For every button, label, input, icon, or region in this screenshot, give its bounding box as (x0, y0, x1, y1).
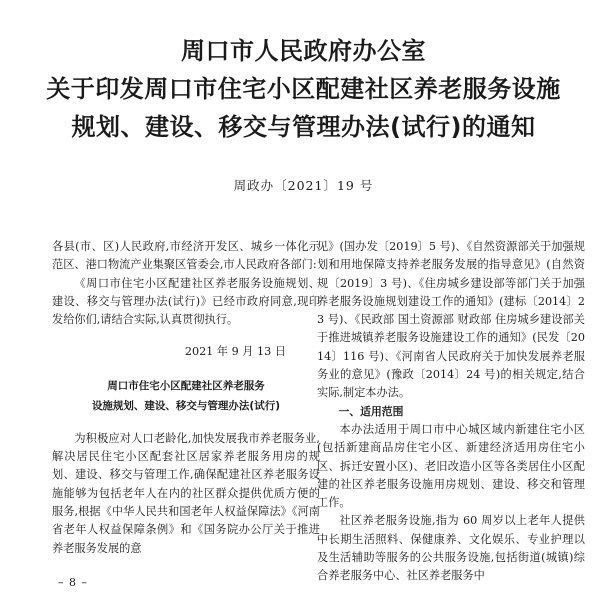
document-title (0, 32, 607, 146)
title-line-1: 周口市人民政府办公室 (181, 37, 426, 65)
section-2-body: 社区养老服务设施,指为 60 周岁以上老年人提供中长期生活照料、保健康养、文化娱乐、专业护理以及生活辅助等服务的公共服务设施,包括街道(城镇)综合养老服务中心、社区养老服务中 (317, 514, 585, 583)
document-number: 周政办〔2021〕19 号 (233, 178, 374, 193)
recipients-paragraph: 各县(市、区)人民政府,市经济开发区、城乡一体化示范区、港口物流产业集聚区管委会,市人民政府各部门: (52, 240, 320, 272)
attachment-title-line-1: 周口市住宅小区配建社区养老服务 (107, 379, 265, 392)
intro-paragraph: 为积极应对人口老龄化,加快发展我市养老服务业,解决居民住宅小区配套社区居家养老服务用房的规划、建设、移交与管理工作,确保配建社区养老服务设施能够为包括老年人在内的社区群众提供优质方便的服务,根据《中华人民共和国老年人权益保障法》《河南省老年人权益保障条例》和《国务院办公厅关于推进养老服务发展的意 (52, 431, 320, 555)
right-column (317, 238, 585, 586)
page-number: – 8 – (58, 576, 88, 589)
section-1-heading: 一、适用范围 (338, 404, 404, 418)
issue-date: 2021 年 9 月 13 日 (184, 345, 286, 359)
notice-body-paragraph: 《周口市住宅小区配建社区养老服务设施规划、建设、移交与管理办法(试行)》已经市政府同意,现印发给你们,请结合实际,认真贯彻执行。 (52, 276, 320, 327)
title-line-3: 规划、建设、移交与管理办法(试行)的通知 (71, 113, 536, 141)
title-line-2: 关于印发周口市住宅小区配建社区养老服务设施 (46, 75, 561, 103)
attachment-title-line-2: 设施规划、建设、移交与管理办法(试行) (91, 399, 281, 412)
left-column (52, 238, 320, 558)
continued-paragraph: 见》(国办发〔2019〕5 号)、《自然资源部关于加强规划和用地保障支持养老服务发展的指导意见》(自然资规〔2019〕3 号)、《住房城乡建设部等部门关于加强养老服务设施规划建设工作的通知》(建标〔2014〕23 号)、《民政部 国土资源部 财政部 住房城乡建设部关于推进城镇养老服务设施建设工作的通知》(民发〔2014〕116 号)、《河南省人民政府关于加快发展养老服务业的意见》(豫政〔2014〕24 号)的相关规定,结合实际,制定本办法。 (317, 240, 585, 400)
section-1-body: 本办法适用于周口市中心城区域内新建住宅小区(包括新建商品房住宅小区、新建经济适用房住宅小区、拆迁安置小区)、老旧改造小区等各类居住小区配建的社区养老服务设施用房规划、建设、移交和管理工作。 (317, 422, 585, 510)
